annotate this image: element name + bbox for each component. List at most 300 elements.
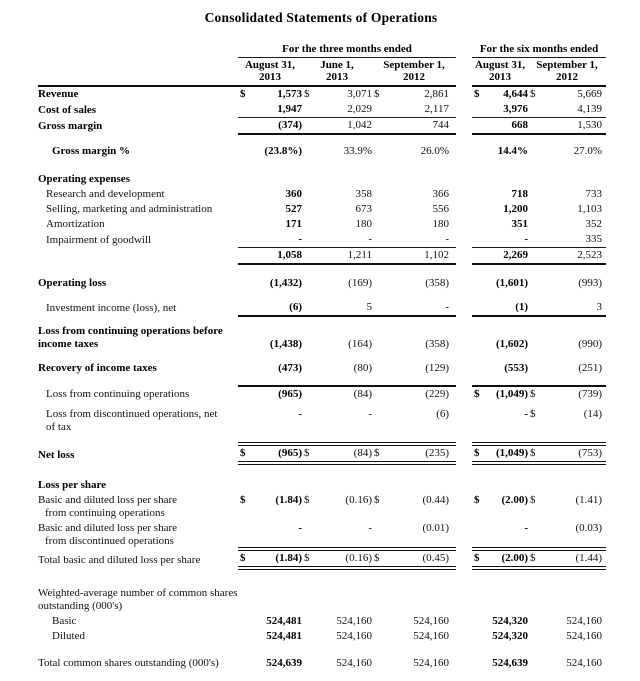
currency-symbol xyxy=(472,614,486,629)
table-row xyxy=(38,614,606,629)
currency-symbol xyxy=(238,407,252,435)
currency-symbol xyxy=(372,248,388,265)
currency-symbol xyxy=(302,386,318,402)
currency-symbol xyxy=(238,586,252,614)
value-cell: 524,481 xyxy=(266,630,302,642)
value-cell: 335 xyxy=(544,232,606,248)
currency-symbol xyxy=(472,586,486,614)
value-cell xyxy=(388,586,456,614)
currency-symbol xyxy=(472,187,486,202)
currency-symbol xyxy=(372,102,388,118)
period-group-row xyxy=(38,42,606,58)
value-cell: 2,269 xyxy=(486,248,528,265)
currency-symbol xyxy=(472,217,486,232)
row-label: Impairment of goodwill xyxy=(46,233,152,246)
group-gap xyxy=(456,614,472,629)
currency-symbol xyxy=(238,172,252,187)
group-gap xyxy=(456,58,472,87)
value-cell: (374) xyxy=(252,118,302,135)
value-cell: (1,438) xyxy=(269,338,302,350)
currency-symbol xyxy=(302,248,318,265)
currency-symbol xyxy=(528,118,544,135)
group-gap xyxy=(456,232,472,248)
currency-symbol: $ xyxy=(474,88,480,100)
currency-symbol xyxy=(302,656,318,671)
column-header-jun1-2013-q: June 1, 2013 xyxy=(302,58,372,87)
currency-symbol xyxy=(472,118,486,135)
value-cell: 673 xyxy=(355,203,372,215)
value-cell: 1,530 xyxy=(544,118,606,135)
row-spacer xyxy=(38,644,606,656)
currency-symbol xyxy=(472,300,486,316)
group-gap xyxy=(456,217,472,232)
group-gap xyxy=(456,202,472,217)
table-row xyxy=(38,361,606,376)
currency-symbol xyxy=(372,361,388,376)
group-header-six-months: For the six months ended xyxy=(472,42,606,58)
value-cell: (1,049) xyxy=(486,386,528,402)
currency-symbol xyxy=(238,248,252,265)
row-label: Gross margin xyxy=(38,120,103,132)
value-cell: 524,160 xyxy=(336,615,372,627)
currency-symbol xyxy=(238,614,252,629)
value-cell xyxy=(486,586,528,614)
group-gap xyxy=(456,172,472,187)
value-cell: (6) xyxy=(252,300,302,316)
currency-symbol xyxy=(372,407,388,435)
group-gap xyxy=(456,407,472,435)
group-gap xyxy=(456,549,472,568)
table-row xyxy=(38,407,606,435)
table-row xyxy=(38,118,606,135)
value-cell: (473) xyxy=(278,362,302,374)
value-cell: 1,211 xyxy=(318,248,372,265)
row-label: Basic xyxy=(52,615,77,627)
value-cell: 171 xyxy=(285,218,302,230)
currency-symbol xyxy=(372,217,388,232)
value-cell xyxy=(252,586,302,614)
table-row xyxy=(38,586,606,614)
value-cell: (0.16) xyxy=(318,549,372,568)
group-gap xyxy=(456,493,472,521)
currency-symbol xyxy=(302,300,318,316)
value-cell: 14.4% xyxy=(497,145,529,157)
row-label: Recovery of income taxes xyxy=(38,362,157,374)
currency-symbol xyxy=(528,629,544,644)
value-cell: 1,200 xyxy=(503,203,529,215)
value-cell: (1.41) xyxy=(575,494,603,506)
table-row xyxy=(38,276,606,291)
value-cell: 358 xyxy=(355,188,372,200)
currency-symbol xyxy=(238,629,252,644)
currency-symbol xyxy=(372,629,388,644)
currency-symbol xyxy=(528,172,544,187)
page-title: Consolidated Statements of Operations xyxy=(204,10,438,25)
currency-symbol xyxy=(238,361,252,376)
row-label: Amortization xyxy=(46,218,105,230)
currency-symbol xyxy=(528,656,544,671)
row-label: Weighted-average number of common shares outstanding (000's) xyxy=(38,587,238,612)
value-cell: 524,160 xyxy=(336,630,372,642)
value-cell xyxy=(486,478,528,493)
column-header-aug31-2013-h: August 31, 2013 xyxy=(472,58,528,87)
currency-symbol xyxy=(472,172,486,187)
currency-symbol xyxy=(372,300,388,316)
value-cell: (1.84) xyxy=(252,549,302,568)
table-row xyxy=(38,144,606,159)
currency-symbol xyxy=(302,118,318,135)
value-cell xyxy=(252,478,302,493)
value-cell: 366 xyxy=(432,188,450,200)
currency-symbol xyxy=(238,300,252,316)
currency-symbol xyxy=(528,248,544,265)
currency-symbol xyxy=(302,217,318,232)
currency-symbol: $ xyxy=(238,444,252,463)
value-cell xyxy=(388,172,456,187)
value-cell: (251) xyxy=(578,362,603,374)
date-header-row xyxy=(38,58,606,87)
value-cell: 524,160 xyxy=(566,657,603,669)
currency-symbol xyxy=(472,276,486,291)
value-cell: 556 xyxy=(432,203,450,215)
value-cell: 26.0% xyxy=(420,145,450,157)
column-header-sep1-2012-q: September 1, 2012 xyxy=(372,58,456,87)
currency-symbol xyxy=(372,614,388,629)
group-gap xyxy=(456,102,472,118)
value-cell: 1,947 xyxy=(252,102,302,118)
currency-symbol: $ xyxy=(304,494,310,506)
currency-symbol xyxy=(238,521,252,549)
value-cell: (0.16) xyxy=(345,494,372,506)
table-row xyxy=(38,187,606,202)
currency-symbol xyxy=(302,324,318,352)
currency-symbol xyxy=(238,102,252,118)
value-cell: 4,644 xyxy=(503,88,529,100)
row-label: Gross margin % xyxy=(52,145,131,157)
row-spacer xyxy=(38,352,606,361)
currency-symbol xyxy=(472,629,486,644)
currency-symbol: $ xyxy=(472,444,486,463)
currency-symbol xyxy=(372,276,388,291)
currency-symbol: $ xyxy=(374,88,380,100)
group-gap xyxy=(456,586,472,614)
currency-symbol xyxy=(302,144,318,159)
row-spacer xyxy=(38,316,606,324)
value-cell: (1,602) xyxy=(495,338,529,350)
currency-symbol xyxy=(302,276,318,291)
currency-symbol: $ xyxy=(238,549,252,568)
currency-symbol xyxy=(372,187,388,202)
table-row xyxy=(38,549,606,568)
table-row xyxy=(38,324,606,352)
currency-symbol xyxy=(372,202,388,217)
currency-symbol: $ xyxy=(302,549,318,568)
value-cell: - xyxy=(524,408,529,420)
currency-symbol xyxy=(372,386,388,402)
value-cell: 524,160 xyxy=(413,615,450,627)
currency-symbol xyxy=(528,521,544,549)
value-cell: (1.84) xyxy=(275,494,302,506)
currency-symbol xyxy=(302,407,318,435)
value-cell: (229) xyxy=(388,386,456,402)
currency-symbol xyxy=(528,361,544,376)
currency-symbol xyxy=(472,102,486,118)
currency-symbol xyxy=(302,586,318,614)
value-cell xyxy=(544,586,606,614)
currency-symbol: $ xyxy=(240,494,246,506)
value-cell: - xyxy=(298,522,302,534)
table-row xyxy=(38,444,606,463)
currency-symbol: $ xyxy=(372,444,388,463)
value-cell: 27.0% xyxy=(573,145,603,157)
currency-symbol xyxy=(302,172,318,187)
value-cell: 524,160 xyxy=(566,630,603,642)
currency-symbol: $ xyxy=(240,88,246,100)
value-cell: (993) xyxy=(578,277,603,289)
value-cell: 744 xyxy=(388,118,456,135)
row-label: Research and development xyxy=(46,188,165,200)
value-cell: 2,029 xyxy=(318,102,372,118)
value-cell: (169) xyxy=(348,277,372,289)
row-label: Loss from continuing operations before income taxes xyxy=(38,325,223,350)
value-cell: (1.44) xyxy=(544,549,606,568)
value-cell: - xyxy=(388,300,456,316)
currency-symbol xyxy=(372,521,388,549)
value-cell: 733 xyxy=(585,188,603,200)
row-label: Cost of sales xyxy=(38,103,97,116)
row-spacer xyxy=(38,291,606,300)
value-cell: 180 xyxy=(355,218,372,230)
value-cell: (358) xyxy=(425,277,450,289)
currency-symbol: $ xyxy=(372,549,388,568)
row-label: Revenue xyxy=(38,88,79,100)
currency-symbol xyxy=(528,144,544,159)
value-cell xyxy=(318,172,372,187)
value-cell xyxy=(544,172,606,187)
value-cell: - xyxy=(368,522,372,534)
value-cell: (0.45) xyxy=(388,549,456,568)
value-cell: (358) xyxy=(425,338,450,350)
value-cell: (965) xyxy=(252,386,302,402)
currency-symbol xyxy=(372,324,388,352)
currency-symbol xyxy=(528,276,544,291)
value-cell: (553) xyxy=(504,362,529,374)
value-cell: 524,639 xyxy=(492,657,529,669)
currency-symbol: $ xyxy=(528,386,544,402)
value-cell: (84) xyxy=(318,444,372,463)
table-row xyxy=(38,493,606,521)
value-cell xyxy=(388,478,456,493)
value-cell: 1,058 xyxy=(252,248,302,265)
group-gap xyxy=(456,300,472,316)
value-cell: 2,117 xyxy=(388,102,456,118)
value-cell xyxy=(252,172,302,187)
currency-symbol xyxy=(472,248,486,265)
value-cell: 524,160 xyxy=(336,657,372,669)
value-cell: 2,523 xyxy=(544,248,606,265)
value-cell: 524,160 xyxy=(413,630,450,642)
currency-symbol xyxy=(302,361,318,376)
value-cell: 718 xyxy=(511,188,529,200)
group-gap xyxy=(456,386,472,402)
value-cell: (0.44) xyxy=(422,494,450,506)
currency-symbol xyxy=(372,232,388,248)
group-gap xyxy=(456,478,472,493)
currency-symbol xyxy=(528,187,544,202)
statements-table xyxy=(38,42,606,671)
currency-symbol: $ xyxy=(304,88,310,100)
currency-symbol xyxy=(238,478,252,493)
currency-symbol: $ xyxy=(528,549,544,568)
column-header-aug31-2013-q: August 31, 2013 xyxy=(238,58,302,87)
table-row xyxy=(38,478,606,493)
value-cell: 524,639 xyxy=(266,657,302,669)
value-cell xyxy=(318,478,372,493)
currency-symbol xyxy=(528,614,544,629)
table-row xyxy=(38,521,606,549)
row-spacer xyxy=(38,159,606,172)
currency-symbol xyxy=(528,324,544,352)
value-cell: 180 xyxy=(432,218,450,230)
value-cell: (23.8%) xyxy=(264,145,302,157)
currency-symbol xyxy=(372,144,388,159)
value-cell: (1,432) xyxy=(269,277,302,289)
currency-symbol xyxy=(472,656,486,671)
currency-symbol xyxy=(372,118,388,135)
group-gap xyxy=(456,144,472,159)
currency-symbol: $ xyxy=(528,444,544,463)
table-row xyxy=(38,202,606,217)
value-cell: 524,160 xyxy=(413,657,450,669)
currency-symbol xyxy=(528,586,544,614)
value-cell: 4,139 xyxy=(544,102,606,118)
currency-symbol xyxy=(238,656,252,671)
currency-symbol xyxy=(528,102,544,118)
currency-symbol xyxy=(238,276,252,291)
row-spacer xyxy=(38,134,606,144)
group-gap xyxy=(456,118,472,135)
group-gap xyxy=(456,361,472,376)
currency-symbol xyxy=(372,586,388,614)
group-gap xyxy=(456,656,472,671)
currency-symbol xyxy=(472,478,486,493)
currency-symbol xyxy=(472,324,486,352)
value-cell: 360 xyxy=(285,188,302,200)
value-cell: (753) xyxy=(544,444,606,463)
row-label: Net loss xyxy=(38,449,75,461)
row-label: Loss from continuing operations xyxy=(46,388,190,400)
row-label xyxy=(38,248,238,265)
currency-symbol xyxy=(238,187,252,202)
value-cell: (965) xyxy=(252,444,302,463)
currency-symbol xyxy=(238,144,252,159)
group-header-three-months: For the three months ended xyxy=(238,42,456,58)
value-cell: (1,049) xyxy=(486,444,528,463)
group-gap xyxy=(456,444,472,463)
currency-symbol xyxy=(238,386,252,402)
group-gap xyxy=(456,42,472,58)
value-cell: 524,481 xyxy=(266,615,302,627)
row-label: Investment income (loss), net xyxy=(46,302,177,314)
value-cell: 5,669 xyxy=(577,88,603,100)
currency-symbol xyxy=(472,202,486,217)
currency-symbol xyxy=(238,118,252,135)
row-label: Loss per share xyxy=(38,479,107,491)
currency-symbol xyxy=(472,521,486,549)
currency-symbol xyxy=(302,202,318,217)
currency-symbol: $ xyxy=(530,88,536,100)
value-cell: 1,103 xyxy=(577,203,603,215)
value-cell: 352 xyxy=(585,218,603,230)
value-cell: (14) xyxy=(583,408,603,420)
currency-symbol: $ xyxy=(472,386,486,402)
currency-symbol: $ xyxy=(530,494,536,506)
currency-symbol xyxy=(528,217,544,232)
currency-symbol xyxy=(372,478,388,493)
row-label: Diluted xyxy=(52,630,85,642)
group-gap xyxy=(456,276,472,291)
value-cell: (0.01) xyxy=(422,522,450,534)
currency-symbol xyxy=(238,324,252,352)
currency-symbol xyxy=(302,187,318,202)
value-cell xyxy=(544,478,606,493)
currency-symbol: $ xyxy=(474,494,480,506)
row-label: Basic and diluted loss per share from discontinued operations xyxy=(38,522,177,547)
row-spacer xyxy=(38,463,606,478)
value-cell: 351 xyxy=(511,218,529,230)
currency-symbol xyxy=(302,232,318,248)
group-gap xyxy=(456,629,472,644)
value-cell: - xyxy=(318,232,372,248)
currency-symbol xyxy=(302,478,318,493)
table-row xyxy=(38,217,606,232)
currency-symbol xyxy=(472,361,486,376)
table-row xyxy=(38,386,606,402)
value-cell: 33.9% xyxy=(343,145,372,157)
value-cell: (2.00) xyxy=(486,549,528,568)
value-cell: 524,160 xyxy=(566,615,603,627)
row-label: Loss from discontinued operations, net of tax xyxy=(46,408,218,433)
value-cell: 3,976 xyxy=(486,102,528,118)
value-cell: 527 xyxy=(285,203,302,215)
value-cell: 524,320 xyxy=(492,615,529,627)
currency-symbol xyxy=(528,202,544,217)
currency-symbol xyxy=(238,232,252,248)
currency-symbol xyxy=(238,202,252,217)
empty-cell xyxy=(38,42,238,58)
value-cell: (1) xyxy=(486,300,528,316)
value-cell: (84) xyxy=(318,386,372,402)
table-row xyxy=(38,629,606,644)
table-row xyxy=(38,86,606,102)
currency-symbol xyxy=(372,172,388,187)
value-cell: - xyxy=(388,232,456,248)
value-cell: - xyxy=(298,408,302,420)
value-cell: - xyxy=(368,408,372,420)
currency-symbol xyxy=(238,217,252,232)
group-gap xyxy=(456,248,472,265)
table-row xyxy=(38,102,606,118)
table-row xyxy=(38,300,606,316)
currency-symbol: $ xyxy=(472,549,486,568)
group-gap xyxy=(456,187,472,202)
value-cell: (739) xyxy=(544,386,606,402)
row-spacer xyxy=(38,435,606,444)
row-label: Total common shares outstanding (000's) xyxy=(38,657,219,669)
currency-symbol xyxy=(372,656,388,671)
table-row xyxy=(38,232,606,248)
value-cell: 2,861 xyxy=(424,88,450,100)
